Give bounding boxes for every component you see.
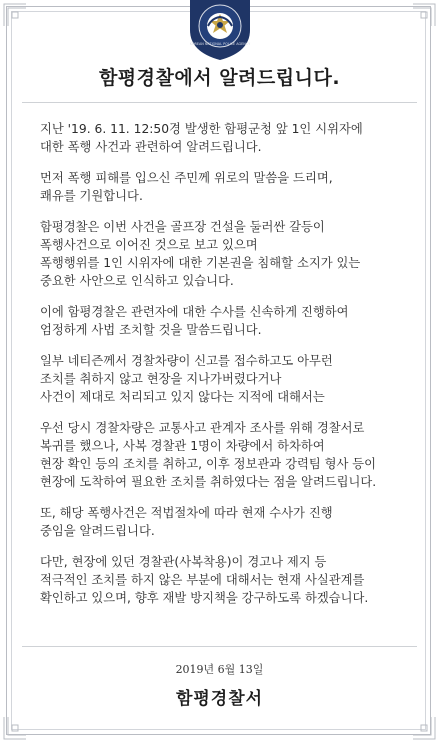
paragraph-line: 또, 해당 폭행사건은 적법절차에 따라 현재 수사가 진행	[40, 506, 333, 520]
corner-ornament	[411, 2, 437, 28]
paragraph-line: 일부 네티즌께서 경찰차량이 신고를 접수하고도 아무런	[40, 354, 333, 368]
divider-bottom	[22, 646, 417, 647]
paragraph-line: 조치를 취하지 않고 현장을 지나가버렸다거나	[40, 372, 282, 386]
notice-date: 2019년 6월 13일	[175, 663, 264, 676]
paragraph-line: 폭행사건으로 이어진 것으로 보고 있으며	[40, 238, 258, 252]
paragraph-line: 사건이 제대로 처리되고 있지 않다는 지적에 대해서는	[40, 390, 325, 404]
paragraph-line: 현장에 도착하여 필요한 조치를 취하였다는 점을 알려드립니다.	[40, 475, 377, 489]
paragraph-line: 지난 '19. 6. 11. 12:50경 발생한 함평군청 앞 1인 시위자에	[40, 122, 363, 136]
notice-body	[40, 120, 416, 620]
notice-paragraph	[40, 120, 416, 156]
notice-paragraph	[40, 352, 416, 406]
emblem-ring-text: KOREAN NATIONAL POLICE AGENCY	[189, 42, 251, 46]
paragraph-line: 적극적인 조치를 하지 않은 부분에 대해서는 현재 사실관계를	[40, 573, 365, 587]
corner-ornament	[411, 715, 437, 741]
police-station-signature: 함평경찰서	[175, 689, 264, 709]
notice-paragraph	[40, 218, 416, 290]
paragraph-line: 다만, 현장에 있던 경찰관(사복착용)이 경고나 제지 등	[40, 555, 327, 569]
notice-paragraph	[40, 553, 416, 607]
paragraph-line: 복귀를 했으나, 사복 경찰관 1명이 차량에서 하차하여	[40, 439, 325, 453]
paragraph-line: 현장 확인 등의 조치를 취하고, 이후 정보관과 강력팀 형사 등이	[40, 457, 377, 471]
paragraph-line: 대한 폭행 사건과 관련하여 알려드립니다.	[40, 140, 262, 154]
paragraph-line: 확인하고 있으며, 향후 재발 방지책을 강구하도록 하겠습니다.	[40, 591, 369, 605]
notice-paragraph	[40, 169, 416, 205]
paragraph-line: 우선 당시 경찰차량은 교통사고 관계자 조사를 위해 경찰서로	[40, 421, 365, 435]
paragraph-line: 쾌유를 기원합니다.	[40, 189, 143, 203]
notice-paragraph	[40, 419, 416, 491]
paragraph-line: 먼저 폭행 피해를 입으신 주민께 위로의 말씀을 드리며,	[40, 171, 333, 185]
paragraph-line: 엄정하게 사법 조치할 것을 말씀드립니다.	[40, 323, 262, 337]
corner-ornament	[2, 2, 28, 28]
paragraph-line: 중임을 알려드립니다.	[40, 524, 155, 538]
paragraph-line: 중요한 사안으로 인식하고 있습니다.	[40, 274, 234, 288]
notice-paragraph	[40, 504, 416, 540]
paragraph-line: 함평경찰은 이번 사건을 골프장 건설을 둘러싼 갈등이	[40, 220, 325, 234]
paragraph-line: 폭행행위를 1인 시위자에 대한 기본권을 침해할 소지가 있는	[40, 256, 361, 270]
police-emblem-logo	[186, 0, 254, 60]
notice-paragraph	[40, 303, 416, 339]
corner-ornament	[2, 715, 28, 741]
divider-top	[22, 102, 417, 103]
paragraph-line: 이에 함평경찰은 관련자에 대한 수사를 신속하게 진행하여	[40, 305, 349, 319]
notice-title: 함평경찰에서 알려드립니다.	[98, 67, 341, 89]
